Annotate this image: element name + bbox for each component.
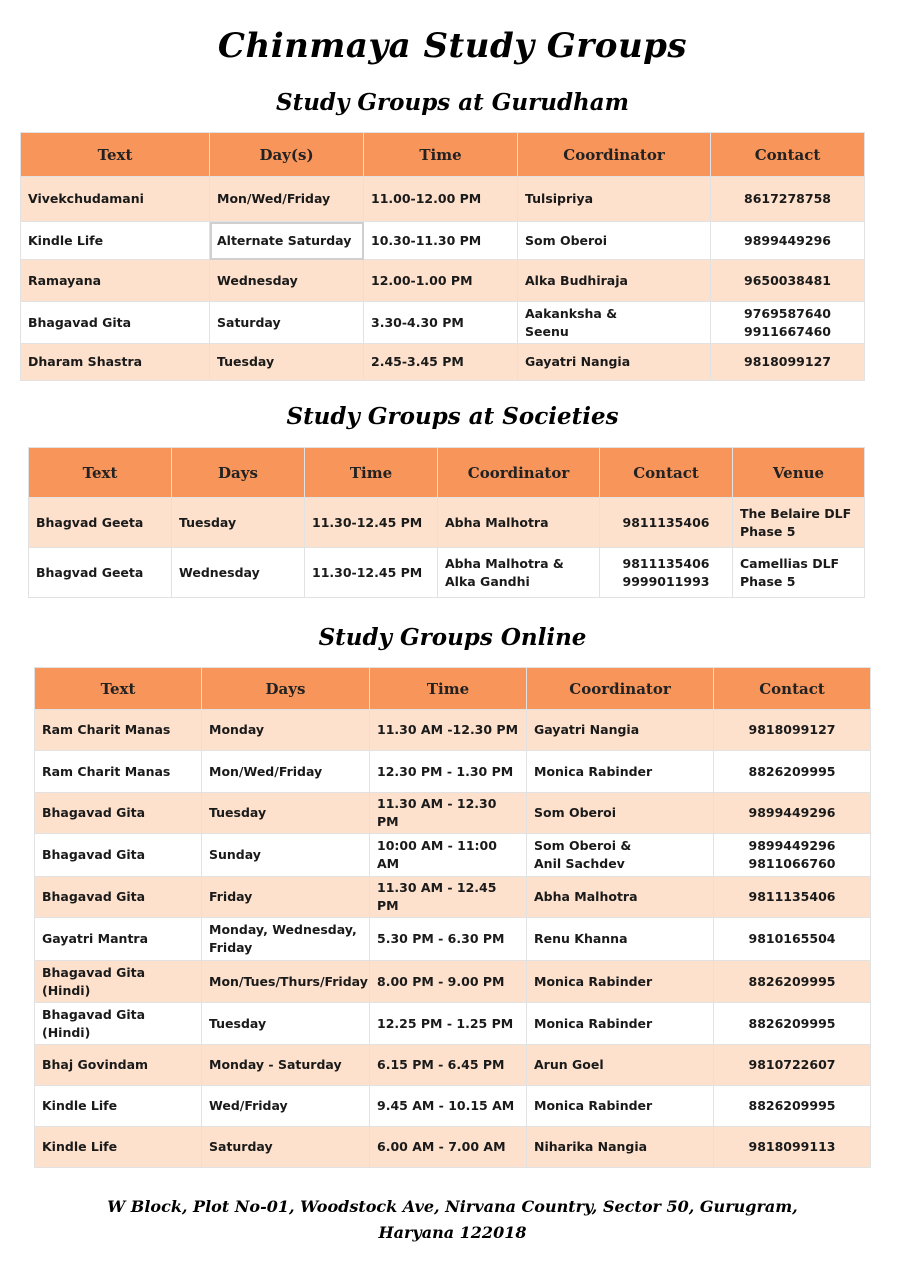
table-header-row (35, 668, 871, 710)
table-row (35, 877, 871, 918)
cell-contact: 9810165504 (714, 918, 871, 961)
table-row (35, 1045, 871, 1086)
cell-days: Tuesday (202, 1003, 370, 1045)
cell-text: Ram Charit Manas (35, 710, 202, 751)
cell-contact: 9811135406 (600, 498, 733, 548)
cell-text: Bhagvad Geeta (29, 498, 172, 548)
cell-time: 10:00 AM - 11:00 AM (370, 834, 527, 877)
online-table (34, 667, 871, 1168)
online-heading: Study Groups Online (318, 624, 587, 651)
cell-text: Ram Charit Manas (35, 751, 202, 793)
cell-time: 11.30 AM -12.30 PM (370, 710, 527, 751)
cell-days: Saturday (202, 1127, 370, 1168)
table-row (21, 302, 865, 344)
cell-text: Kindle Life (35, 1086, 202, 1127)
cell-text: Gayatri Mantra (35, 918, 202, 961)
cell-text: Dharam Shastra (21, 344, 210, 381)
address-line-2: Haryana 122018 (378, 1223, 527, 1242)
cell-coordinator: Abha Malhotra (527, 877, 714, 918)
column-header-days: Days (202, 668, 370, 710)
column-header-contact: Contact (600, 448, 733, 498)
cell-days: Wednesday (210, 260, 364, 302)
cell-contact: 9818099127 (714, 710, 871, 751)
cell-time: 5.30 PM - 6.30 PM (370, 918, 527, 961)
address-footer (0, 1194, 905, 1246)
column-header-time: Time (305, 448, 438, 498)
cell-days: Alternate Saturday (210, 222, 364, 260)
cell-contact: 8826209995 (714, 1003, 871, 1045)
cell-coordinator: Gayatri Nangia (527, 710, 714, 751)
table-row (21, 344, 865, 381)
cell-days: Tuesday (172, 498, 305, 548)
cell-text: Bhagavad Gita (35, 877, 202, 918)
column-header-contact: Contact (711, 133, 865, 177)
table-row (29, 498, 865, 548)
cell-days: Monday, Wednesday, Friday (202, 918, 370, 961)
table-header-row (29, 448, 865, 498)
column-header-text: Text (29, 448, 172, 498)
cell-days: Wed/Friday (202, 1086, 370, 1127)
table-row (21, 177, 865, 222)
column-header-time: Time (364, 133, 518, 177)
cell-time: 3.30-4.30 PM (364, 302, 518, 344)
cell-text: Bhagavad Gita (35, 834, 202, 877)
cell-coordinator: Monica Rabinder (527, 1086, 714, 1127)
cell-coordinator: Alka Budhiraja (518, 260, 711, 302)
cell-coordinator: Monica Rabinder (527, 751, 714, 793)
column-header-coordinator: Coordinator (518, 133, 711, 177)
cell-coordinator: Tulsipriya (518, 177, 711, 222)
cell-days: Tuesday (202, 793, 370, 834)
cell-contact: 9769587640 9911667460 (711, 302, 865, 344)
cell-contact: 9818099127 (711, 344, 865, 381)
cell-text: Bhagavad Gita (Hindi) (35, 1003, 202, 1045)
table-row (21, 260, 865, 302)
cell-time: 9.45 AM - 10.15 AM (370, 1086, 527, 1127)
cell-coordinator: Som Oberoi (518, 222, 711, 260)
cell-coordinator: Som Oberoi (527, 793, 714, 834)
cell-coordinator: Arun Goel (527, 1045, 714, 1086)
table-row (35, 1086, 871, 1127)
column-header-coordinator: Coordinator (527, 668, 714, 710)
cell-coordinator: Som Oberoi & Anil Sachdev (527, 834, 714, 877)
gurudham-table (20, 132, 865, 381)
cell-time: 6.15 PM - 6.45 PM (370, 1045, 527, 1086)
cell-days: Mon/Wed/Friday (202, 751, 370, 793)
cell-time: 11.30 AM - 12.45 PM (370, 877, 527, 918)
table-row (35, 1003, 871, 1045)
column-header-days: Day(s) (210, 133, 364, 177)
column-header-contact: Contact (714, 668, 871, 710)
cell-days: Mon/Tues/Thurs/Friday (202, 961, 370, 1003)
table-header-row (21, 133, 865, 177)
table-row (35, 793, 871, 834)
table-row (35, 834, 871, 877)
column-header-text: Text (35, 668, 202, 710)
cell-contact: 9811135406 (714, 877, 871, 918)
cell-time: 11.30-12.45 PM (305, 498, 438, 548)
cell-coordinator: Niharika Nangia (527, 1127, 714, 1168)
cell-time: 12.00-1.00 PM (364, 260, 518, 302)
cell-contact: 9650038481 (711, 260, 865, 302)
cell-days: Friday (202, 877, 370, 918)
page-title: Chinmaya Study Groups (217, 26, 688, 66)
cell-venue: Camellias DLF Phase 5 (733, 548, 865, 598)
cell-text: Bhagvad Geeta (29, 548, 172, 598)
cell-text: Bhagavad Gita (21, 302, 210, 344)
cell-contact: 9899449296 (711, 222, 865, 260)
cell-time: 11.30 AM - 12.30 PM (370, 793, 527, 834)
cell-contact: 9899449296 (714, 793, 871, 834)
cell-time: 8.00 PM - 9.00 PM (370, 961, 527, 1003)
cell-contact: 8826209995 (714, 1086, 871, 1127)
cell-time: 11.30-12.45 PM (305, 548, 438, 598)
cell-text: Bhagavad Gita (35, 793, 202, 834)
cell-venue: The Belaire DLF Phase 5 (733, 498, 865, 548)
cell-coordinator: Monica Rabinder (527, 1003, 714, 1045)
table-row (35, 961, 871, 1003)
table-row (35, 710, 871, 751)
cell-days: Mon/Wed/Friday (210, 177, 364, 222)
cell-days: Saturday (210, 302, 364, 344)
table-row (35, 918, 871, 961)
cell-contact: 9810722607 (714, 1045, 871, 1086)
cell-contact: 8826209995 (714, 961, 871, 1003)
column-header-text: Text (21, 133, 210, 177)
table-row (21, 222, 865, 260)
cell-days: Tuesday (210, 344, 364, 381)
column-header-venue: Venue (733, 448, 865, 498)
cell-text: Ramayana (21, 260, 210, 302)
cell-text: Kindle Life (21, 222, 210, 260)
table-row (35, 751, 871, 793)
cell-coordinator: Abha Malhotra & Alka Gandhi (438, 548, 600, 598)
cell-days: Monday (202, 710, 370, 751)
societies-table (28, 447, 865, 598)
cell-time: 2.45-3.45 PM (364, 344, 518, 381)
cell-time: 11.00-12.00 PM (364, 177, 518, 222)
cell-days: Monday - Saturday (202, 1045, 370, 1086)
cell-text: Bhagavad Gita (Hindi) (35, 961, 202, 1003)
column-header-time: Time (370, 668, 527, 710)
cell-text: Bhaj Govindam (35, 1045, 202, 1086)
cell-time: 12.25 PM - 1.25 PM (370, 1003, 527, 1045)
cell-contact: 8617278758 (711, 177, 865, 222)
gurudham-heading: Study Groups at Gurudham (275, 89, 630, 116)
table-row (29, 548, 865, 598)
cell-days: Sunday (202, 834, 370, 877)
societies-heading: Study Groups at Societies (286, 403, 619, 430)
cell-coordinator: Aakanksha & Seenu (518, 302, 711, 344)
cell-time: 12.30 PM - 1.30 PM (370, 751, 527, 793)
cell-contact: 9811135406 9999011993 (600, 548, 733, 598)
cell-contact: 9818099113 (714, 1127, 871, 1168)
cell-contact: 9899449296 9811066760 (714, 834, 871, 877)
cell-time: 6.00 AM - 7.00 AM (370, 1127, 527, 1168)
cell-coordinator: Abha Malhotra (438, 498, 600, 548)
cell-contact: 8826209995 (714, 751, 871, 793)
cell-text: Vivekchudamani (21, 177, 210, 222)
table-row (35, 1127, 871, 1168)
cell-coordinator: Renu Khanna (527, 918, 714, 961)
column-header-days: Days (172, 448, 305, 498)
cell-text: Kindle Life (35, 1127, 202, 1168)
cell-days: Wednesday (172, 548, 305, 598)
cell-coordinator: Monica Rabinder (527, 961, 714, 1003)
cell-time: 10.30-11.30 PM (364, 222, 518, 260)
address-line-1: W Block, Plot No-01, Woodstock Ave, Nirvana Country, Sector 50, Gurugram, (107, 1197, 798, 1216)
cell-coordinator: Gayatri Nangia (518, 344, 711, 381)
column-header-coordinator: Coordinator (438, 448, 600, 498)
